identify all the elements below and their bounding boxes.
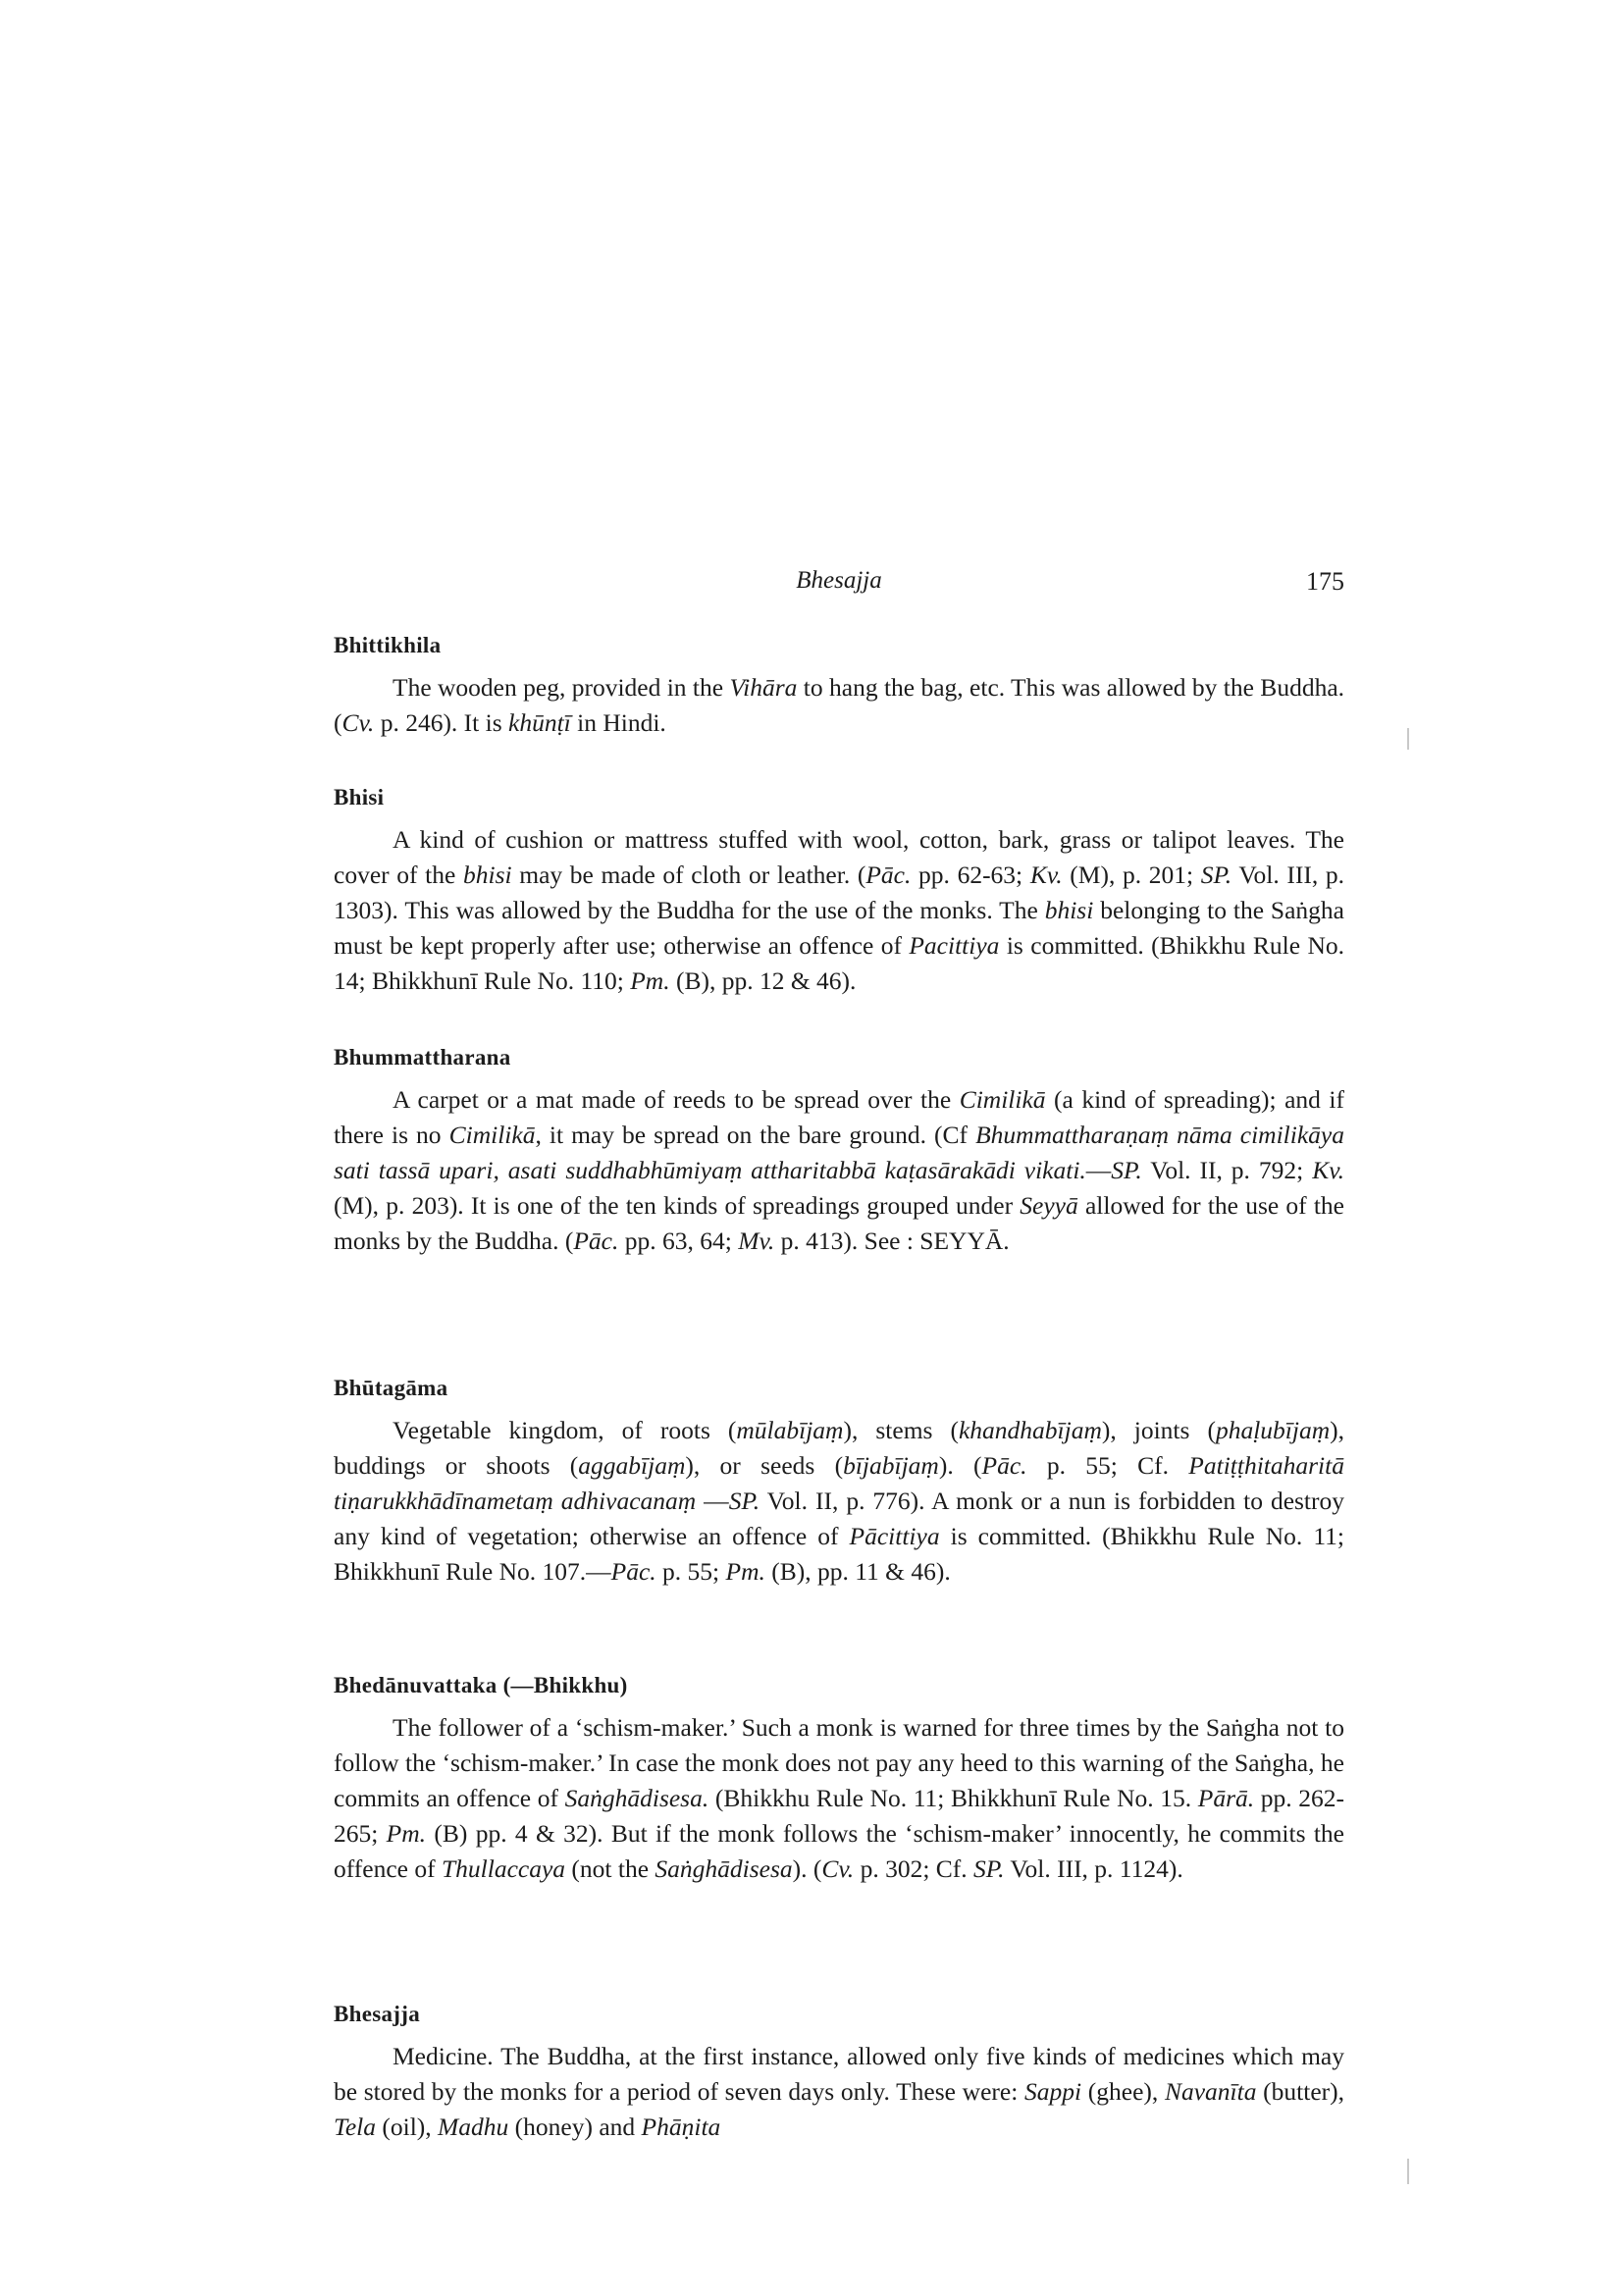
text-run: is committed. (Bhikkhu Rule No. 14; Bhikkhunī Rule No. 110; xyxy=(334,931,1345,995)
text-run: (B), pp. 11 & 46). xyxy=(764,1557,951,1586)
italic-term: Navanīta xyxy=(1164,2077,1257,2106)
text-run: p. 55; xyxy=(655,1557,726,1586)
italic-term: Saṅghādisesa. xyxy=(564,1784,709,1812)
text-run: Vegetable kingdom, of roots ( xyxy=(393,1416,737,1444)
text-run: pp. 63, 64; xyxy=(618,1226,739,1255)
text-run: pp. 262-265; xyxy=(334,1784,1344,1848)
entry-body xyxy=(334,1710,1344,1887)
italic-term: Sappi xyxy=(1024,2077,1082,2106)
italic-term: Cv. xyxy=(821,1854,855,1883)
text-run: A carpet or a mat made of reeds to be spread over the xyxy=(393,1085,960,1114)
entry-headword: Bhedānuvattaka (—Bhikkhu) xyxy=(334,1673,628,1697)
text-run: may be made of cloth or leather. ( xyxy=(511,861,866,889)
entry-body xyxy=(334,2039,1344,2145)
italic-term: khūnṭī xyxy=(508,708,571,737)
text-run: (B), pp. 12 & 46). xyxy=(669,966,857,995)
text-run: ), joints ( xyxy=(1101,1416,1216,1444)
text-run: , it may be spread on the bare ground. (Cf xyxy=(535,1121,976,1149)
text-run: (Bhikkhu Rule No. 11; Bhikkhunī Rule No. 15. xyxy=(708,1784,1198,1812)
text-run: is committed. (Bhikkhu Rule No. 11; Bhikkhunī Rule No. 107.— xyxy=(334,1522,1344,1586)
text-run: — xyxy=(696,1487,729,1515)
text-run: ). ( xyxy=(792,1854,822,1883)
text-run: belonging to the Saṅgha must be kept properly after use; otherwise an offence of xyxy=(334,896,1345,960)
entry-body xyxy=(334,1413,1344,1590)
italic-term: Tela xyxy=(334,2113,376,2141)
italic-term: Kv. xyxy=(1312,1156,1344,1184)
text-run: p. 413). See : SEYYĀ. xyxy=(774,1226,1010,1255)
italic-term: Phāṇita xyxy=(641,2113,721,2141)
text-run: The follower of a ‘schism-maker.’ Such a monk is warned for three times by the Saṅgha not to follow the ‘schism-maker.’ In case the monk does not pay any heed to this warning of the Saṅgha, he commits an offence of xyxy=(334,1713,1344,1812)
italic-term: Cimilikā xyxy=(959,1085,1046,1114)
italic-term: khandhabījaṃ xyxy=(958,1416,1102,1444)
text-run: (ghee), xyxy=(1081,2077,1165,2106)
text-run: to hang the bag, etc. This was allowed by the Buddha. ( xyxy=(334,673,1345,737)
text-run: (not the xyxy=(565,1854,655,1883)
italic-term: bhisi xyxy=(1044,896,1094,924)
dictionary-entry xyxy=(334,1673,1344,1887)
italic-term: SP. xyxy=(1111,1156,1142,1184)
margin-mark xyxy=(1407,728,1409,750)
margin-mark xyxy=(1407,2159,1409,2184)
text-run: Vol. II, p. 792; xyxy=(1141,1156,1313,1184)
italic-term: Pacittiya xyxy=(909,931,1000,960)
dictionary-entry xyxy=(334,2002,1344,2145)
text-run: Vol. III, p. 1124). xyxy=(1004,1854,1183,1883)
italic-term: Kv. xyxy=(1029,861,1063,889)
italic-term: Cimilikā xyxy=(448,1121,536,1149)
italic-term: phaḷubījaṃ xyxy=(1215,1416,1331,1444)
italic-term: Mv. xyxy=(738,1226,775,1255)
italic-term: bījabījaṃ xyxy=(843,1451,939,1480)
text-run: in Hindi. xyxy=(570,708,666,737)
text-run: (B) pp. 4 & 32). But if the monk follows the ‘schism-maker’ innocently, he commits the offence of xyxy=(334,1819,1344,1883)
italic-term: Pāc. xyxy=(981,1451,1027,1480)
entry-headword: Bhittikhila xyxy=(334,633,442,657)
text-run: ), or seeds ( xyxy=(685,1451,844,1480)
italic-term: aggabījaṃ xyxy=(578,1451,686,1480)
text-run: (oil), xyxy=(376,2113,439,2141)
entry-headword: Bhummattharana xyxy=(334,1045,511,1070)
dictionary-entry xyxy=(334,1376,1344,1590)
text-run: A kind of cushion or mattress stuffed with wool, cotton, bark, grass or talipot leaves. The cover of the xyxy=(334,825,1344,889)
italic-term: Bhummattharaṇaṃ nāma cimilikāya sati tassā upari, asati suddhabhūmiyaṃ attharitabbā kaṭasārakādi vikati. xyxy=(334,1121,1344,1184)
dictionary-entry xyxy=(334,1045,1344,1259)
italic-term: Pm. xyxy=(725,1557,765,1586)
page-number: 175 xyxy=(1306,567,1344,596)
italic-term: Pāc. xyxy=(865,861,912,889)
dictionary-entry xyxy=(334,785,1344,999)
entry-headword: Bhisi xyxy=(334,785,385,809)
entry-headword: Bhūtagāma xyxy=(334,1376,448,1400)
text-run: ), buddings or shoots ( xyxy=(334,1416,1344,1480)
text-run: Vol. II, p. 776). A monk or a nun is forbidden to destroy any kind of vegetation; otherwise an offence of xyxy=(334,1487,1345,1550)
text-run: p. 302; Cf. xyxy=(854,1854,974,1883)
italic-term: Pāc. xyxy=(610,1557,656,1586)
entry-body xyxy=(334,670,1344,741)
italic-term: Pāc. xyxy=(573,1226,619,1255)
italic-term: Cv. xyxy=(341,708,375,737)
italic-term: Pm. xyxy=(386,1819,427,1848)
entry-body xyxy=(334,822,1344,999)
text-run: Vol. III, p. 1303). This was allowed by the Buddha for the use of the monks. The xyxy=(334,861,1344,924)
text-run: Medicine. The Buddha, at the first instance, allowed only five kinds of medicines which may be stored by the monks for a period of seven days only. These were: xyxy=(334,2042,1344,2106)
italic-term: Vihāra xyxy=(729,673,798,702)
entry-headword: Bhesajja xyxy=(334,2002,421,2026)
italic-term: bhisi xyxy=(463,861,512,889)
text-run: allowed for the use of the monks by the Buddha. ( xyxy=(334,1191,1344,1255)
text-run: pp. 62-63; xyxy=(911,861,1030,889)
text-run: (M), p. 203). It is one of the ten kinds of spreadings grouped under xyxy=(334,1191,1021,1220)
italic-term: Patiṭṭhitaharitā tiṇarukkhādīnametaṃ adhivacanaṃ xyxy=(334,1451,1344,1515)
dictionary-entry xyxy=(334,633,1344,741)
text-run: — xyxy=(1085,1156,1112,1184)
text-run: p. 246). It is xyxy=(374,708,509,737)
italic-term: Pārā. xyxy=(1197,1784,1255,1812)
running-head xyxy=(334,567,1344,606)
text-run: p. 55; Cf. xyxy=(1026,1451,1189,1480)
italic-term: mūlabījaṃ xyxy=(736,1416,844,1444)
text-run: (honey) and xyxy=(508,2113,642,2141)
text-run: ). ( xyxy=(938,1451,982,1480)
text-run: (M), p. 201; xyxy=(1062,861,1201,889)
running-title: Bhesajja xyxy=(796,567,882,594)
italic-term: Pm. xyxy=(630,966,670,995)
text-run: (butter), xyxy=(1256,2077,1344,2106)
italic-term: SP. xyxy=(973,1854,1005,1883)
text-run: The wooden peg, provided in the xyxy=(393,673,730,702)
italic-term: Madhu xyxy=(438,2113,509,2141)
italic-term: Seyyā xyxy=(1020,1191,1078,1220)
entry-body xyxy=(334,1082,1344,1259)
text-run: (a kind of spreading); and if there is no xyxy=(334,1085,1344,1149)
italic-term: Saṅghādisesa xyxy=(655,1854,793,1883)
italic-term: Pācittiya xyxy=(849,1522,940,1550)
italic-term: SP. xyxy=(728,1487,760,1515)
text-run: ), stems ( xyxy=(843,1416,959,1444)
italic-term: SP. xyxy=(1200,861,1232,889)
italic-term: Thullaccaya xyxy=(441,1854,566,1883)
